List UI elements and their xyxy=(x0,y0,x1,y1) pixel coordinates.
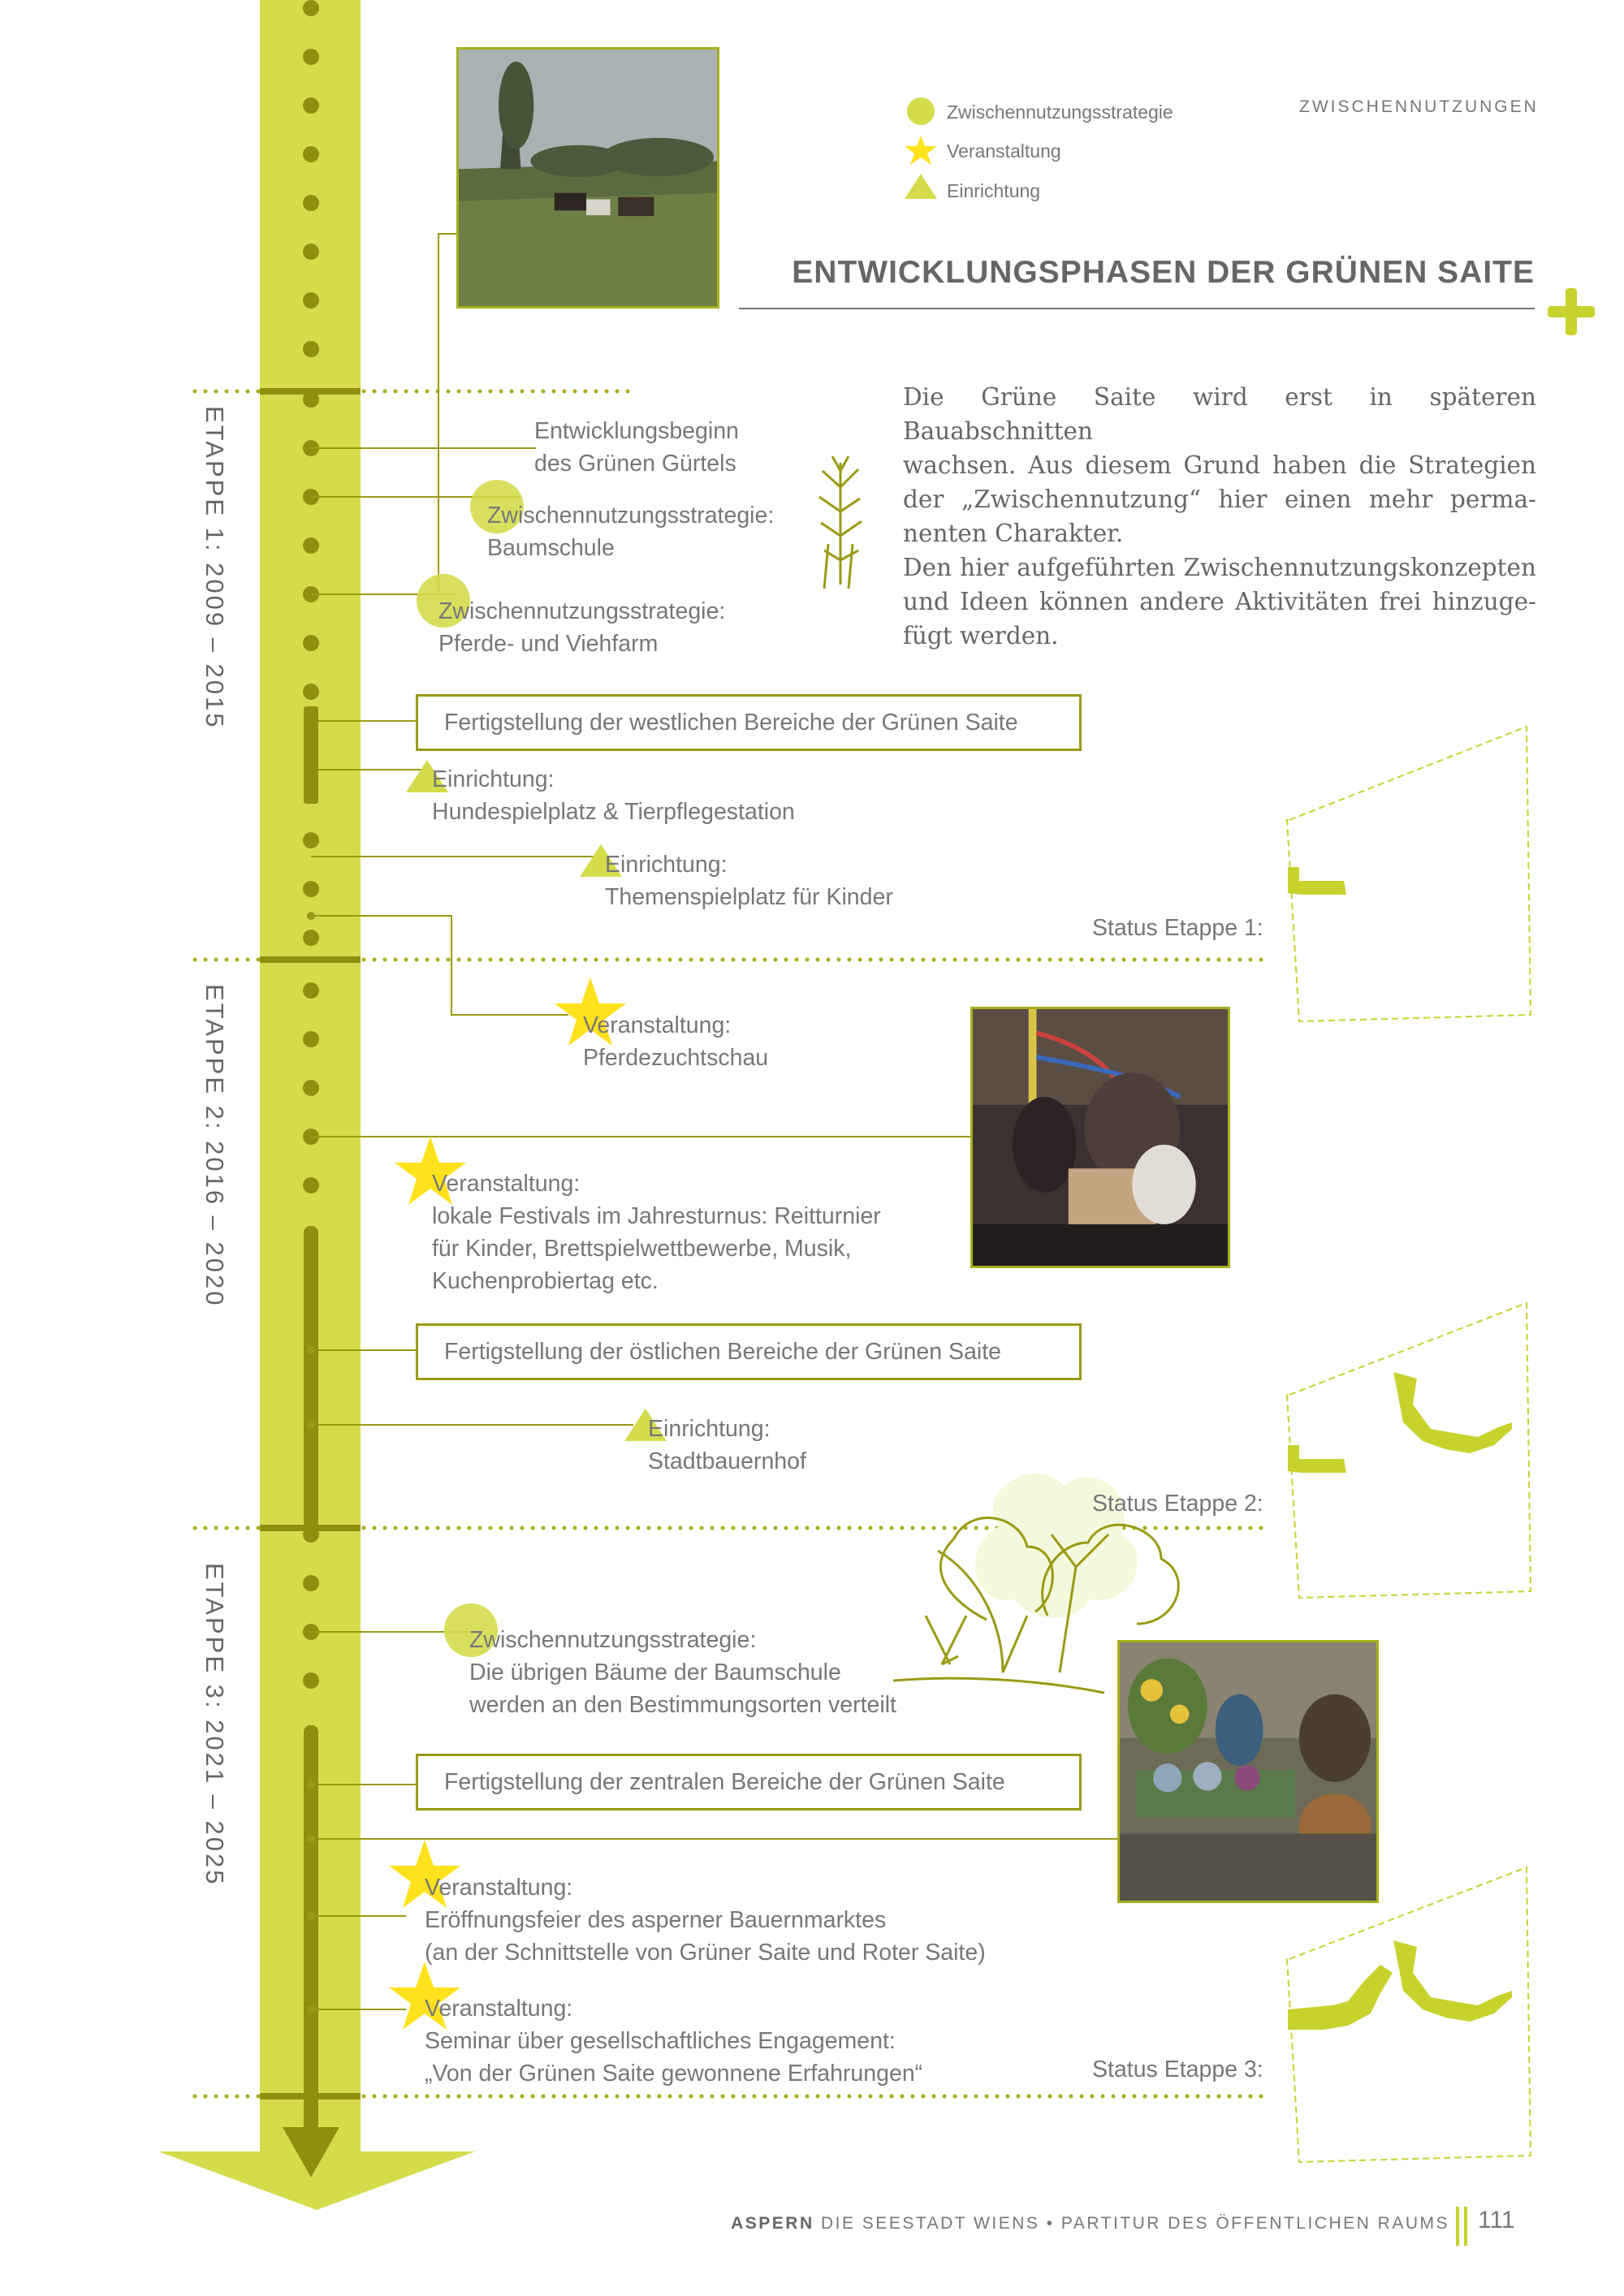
footer-text xyxy=(731,2214,1449,2233)
footer-separator xyxy=(1456,2207,1467,2246)
plus-icon xyxy=(1548,288,1595,335)
status-stage-1: Status Etappe 1: xyxy=(1092,915,1263,941)
item-entwicklungsbeginn: Entwicklungsbeginn des Grünen Gürtels xyxy=(534,418,739,477)
item-seminar: Veranstaltung: Seminar über gesellschaftliches Engagement: „Von der Grünen Saite gewonnene Erfahrungen“ xyxy=(425,1996,923,2087)
milestone-west: Fertigstellung der westlichen Bereiche der Grünen Saite xyxy=(416,694,1082,751)
legend-label-event: Veranstaltung xyxy=(947,140,1061,162)
item-stadtbauernhof: Einrichtung: Stadtbauernhof xyxy=(648,1416,806,1474)
status-stage-3: Status Etappe 3: xyxy=(1092,2056,1263,2082)
legend-label-facility: Einrichtung xyxy=(947,180,1041,201)
legend-triangle-icon xyxy=(905,174,937,199)
page-number: 111 xyxy=(1478,2207,1515,2233)
section-header: ZWISCHENNUTZUNGEN xyxy=(1299,97,1539,116)
legend-star-icon xyxy=(905,136,937,165)
item-themenspielplatz: Einrichtung: Themenspielplatz für Kinder xyxy=(605,852,893,910)
item-baeume: Zwischennutzungsstrategie: Die übrigen Bäume der Baumschule werden an den Bestimmungsorten verteilt xyxy=(469,1627,896,1718)
item-baumschule: Zwischennutzungsstrategie: Baumschule xyxy=(487,503,775,561)
milestone-zentral: Fertigstellung der zentralen Bereiche der Grünen Saite xyxy=(416,1754,1082,1810)
sapling-icon xyxy=(819,456,862,589)
photo-market xyxy=(1117,1640,1379,1903)
footer-subtitle: DIE SEESTADT WIENS • PARTITUR DES ÖFFENTLICHEN RAUMS xyxy=(814,2214,1449,2233)
photo-horses xyxy=(456,47,719,309)
milestone-ost: Fertigstellung der östlichen Bereiche der Grünen Saite xyxy=(416,1323,1082,1380)
item-festivals: Veranstaltung: lokale Festivals im Jahresturnus: Reitturnier für Kinder, Brettspielwettbewerbe, Musik, Kuchenprobiertag etc. xyxy=(432,1171,881,1294)
stage-label-2: ETAPPE 2: 2016 – 2020 xyxy=(201,984,229,1308)
footer-brand: ASPERN xyxy=(731,2214,814,2233)
stage-label-1: ETAPPE 1: 2009 – 2015 xyxy=(201,406,229,730)
stage-label-3: ETAPPE 3: 2021 – 2025 xyxy=(201,1563,229,1887)
legend-circle-icon xyxy=(907,97,935,125)
page-title: ENTWICKLUNGSPHASEN DER GRÜNEN SAITE xyxy=(792,255,1535,290)
legend-label-strategy: Zwischennutzungsstrategie xyxy=(947,101,1173,123)
item-bauernmarkt: Veranstaltung: Eröffnungsfeier des asperner Bauernmarktes (an der Schnittstelle von Grüner Saite und Roter Saite) xyxy=(425,1875,986,1966)
intro-paragraph: Die Grüne Saite wird erst in späteren Bauabschnitten wachsen. Aus diesem Grund haben die Strategien der „Zwischennutzung“ hier einen mehr perma- nenten Charakter. Den hier aufgeführten Zwischennutzungskonzepten und Ideen können andere Aktivitäten frei hinzuge- fügt werden. xyxy=(903,383,1536,650)
item-pferdefarm: Zwischennutzungsstrategie: Pferde- und Viehfarm xyxy=(438,598,726,657)
item-pferdezuchtschau: Veranstaltung: Pferdezuchtschau xyxy=(583,1012,769,1071)
photo-festival xyxy=(970,1007,1230,1268)
status-stage-2: Status Etappe 2: xyxy=(1092,1491,1263,1517)
item-hundespielplatz: Einrichtung: Hundespielplatz & Tierpflegestation xyxy=(432,766,795,825)
